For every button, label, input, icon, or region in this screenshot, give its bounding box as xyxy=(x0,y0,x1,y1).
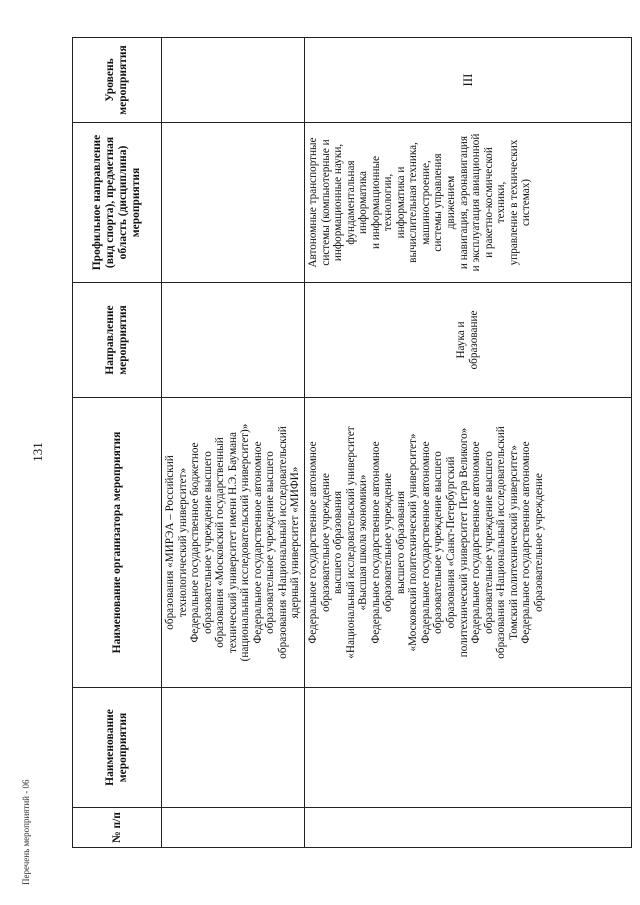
header-number: № п/п xyxy=(73,808,162,848)
cell-organizers xyxy=(305,398,632,688)
events-table-sheet xyxy=(72,38,632,848)
organizer-line: образовательное учреждение xyxy=(382,473,395,612)
profile-line: машиностроение, xyxy=(419,160,432,245)
profile-line: информатика xyxy=(357,170,370,235)
cell-level xyxy=(162,38,305,123)
organizer-line: образовательное учреждение xyxy=(532,473,545,612)
table-row xyxy=(162,38,305,848)
profile-line: техники, xyxy=(495,181,508,224)
organizer-line: образовательное учреждение xyxy=(319,473,332,612)
cell-event-name xyxy=(162,688,305,808)
cell-number xyxy=(162,808,305,848)
organizer-line: технологический университет» xyxy=(176,467,189,618)
cell-organizers xyxy=(162,398,305,688)
organizer-line: образования «МИРЭА – Российский xyxy=(164,455,176,630)
cell-event-name xyxy=(305,688,632,808)
cell-direction xyxy=(305,283,632,398)
page-footer: Перечень мероприятий - 06 xyxy=(21,779,31,885)
organizer-line: образования «Национальный исследовательский xyxy=(495,426,508,659)
header-direction: Направление мероприятия xyxy=(73,283,162,398)
organizer-line: образования «Санкт-Петербургский xyxy=(445,456,458,629)
organizer-line: Федеральное государственное автономное xyxy=(470,441,483,644)
organizer-line: «Московский политехнический университет» xyxy=(407,433,420,652)
profile-line: управление в технических xyxy=(507,139,520,266)
profile-line: системы (компьютерные и xyxy=(319,139,332,266)
table-header-row xyxy=(73,38,162,848)
organizer-line: образовательное учреждение высшего xyxy=(201,451,214,634)
organizer-line: образования «Московский государственный xyxy=(214,437,227,648)
profile-line: движением xyxy=(445,175,458,230)
profile-line: и эксплуатация авиационной xyxy=(470,133,483,272)
header-profile: Профильное направление (вид спорта), предметная область (дисциплина) мероприятия xyxy=(73,123,162,283)
organizer-line: образования «Национальный исследовательский xyxy=(276,426,289,659)
profile-line: технологии, xyxy=(382,173,395,232)
organizer-line: (национальный исследовательский университет)» xyxy=(239,423,252,662)
cell-profile xyxy=(162,123,305,283)
organizer-line: Федеральное государственное автономное xyxy=(251,441,264,644)
cell-profile xyxy=(305,123,632,283)
organizer-line: политехнический университет Петра Великого» xyxy=(457,427,470,658)
direction-line: Наука и xyxy=(455,321,468,359)
organizer-line: Томский политехнический университет» xyxy=(507,445,520,640)
header-level: Уровень мероприятия xyxy=(73,38,162,123)
page-number: 131 xyxy=(30,442,45,462)
organizer-line: «Национальный исследовательский университет xyxy=(344,426,357,659)
organizer-line: образовательное учреждение высшего xyxy=(432,451,445,634)
profile-line: и ракетно-космической xyxy=(482,147,495,258)
cell-number xyxy=(305,808,632,848)
organizer-line: «Высшая школа экономики» xyxy=(357,474,370,611)
organizer-line: Федеральное государственное бюджетное xyxy=(189,442,202,643)
profile-line: информационные науки, xyxy=(332,143,345,262)
cell-direction xyxy=(162,283,305,398)
direction-line: образование xyxy=(468,310,480,370)
header-organizer: Наименование организатора мероприятия xyxy=(73,398,162,688)
events-table xyxy=(72,37,632,848)
cell-level: III xyxy=(305,38,632,123)
profile-line: системах) xyxy=(520,178,533,227)
organizer-line: образовательное учреждение высшего xyxy=(482,451,495,634)
profile-line: фундаментальная xyxy=(344,160,357,245)
profile-line: Автономные транспортные xyxy=(307,137,320,268)
organizer-line: Федеральное государственное автономное xyxy=(369,441,382,644)
profile-line: вычислительная техника, xyxy=(407,142,420,263)
table-row xyxy=(305,38,632,848)
organizer-line: технический университет имени Н.Э. Баумана xyxy=(226,432,239,654)
organizer-line: Федеральное государственное автономное xyxy=(520,441,533,644)
organizer-line: высшего образования xyxy=(394,490,407,595)
profile-line: системы управления xyxy=(432,153,445,252)
header-event-name: Наименование мероприятия xyxy=(73,688,162,808)
profile-line: информатика и xyxy=(394,166,407,239)
organizer-line: ядерный университет «МИФИ» xyxy=(289,466,302,619)
organizer-line: высшего образования xyxy=(332,490,345,595)
profile-line: и информационные xyxy=(369,155,382,250)
organizer-line: Федеральное государственное автономное xyxy=(307,441,320,644)
organizer-line: образовательное учреждение высшего xyxy=(264,451,277,634)
organizer-line: Федеральное государственное автономное xyxy=(419,441,432,644)
profile-line: и навигация, аэронавигация xyxy=(457,135,470,270)
